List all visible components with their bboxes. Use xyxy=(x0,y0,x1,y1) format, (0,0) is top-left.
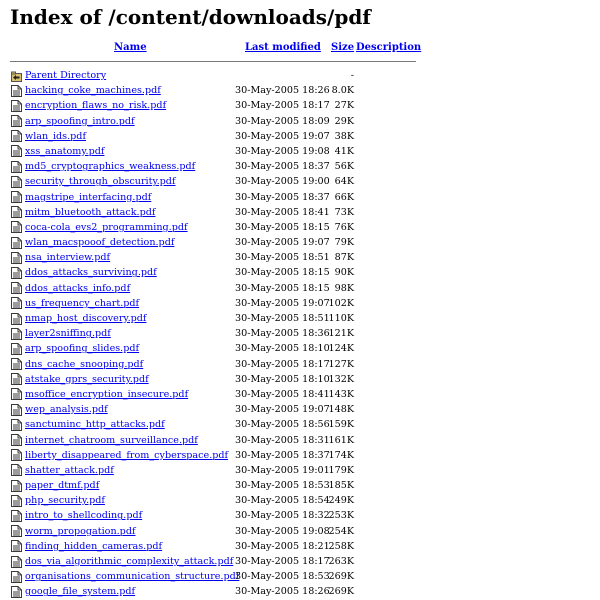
file-link[interactable]: magstripe_interfacing.pdf xyxy=(25,191,152,203)
file-last-modified: 30-May-2005 18:17 xyxy=(235,358,330,370)
document-icon xyxy=(11,586,22,598)
file-last-modified: 30-May-2005 18:54 xyxy=(235,495,330,507)
document-icon xyxy=(11,206,22,218)
file-last-modified: 30-May-2005 19:08 xyxy=(235,525,330,537)
file-row xyxy=(0,493,600,508)
document-icon xyxy=(11,404,22,416)
file-size: 41K xyxy=(334,145,354,157)
file-link[interactable]: wlan_ids.pdf xyxy=(25,130,86,142)
file-link[interactable]: mitm_bluetooth_attack.pdf xyxy=(25,206,156,218)
file-last-modified: 30-May-2005 18:56 xyxy=(235,419,330,431)
document-icon xyxy=(11,480,22,492)
document-icon xyxy=(11,85,22,97)
file-size: 8.0K xyxy=(331,85,354,97)
file-row xyxy=(0,508,600,523)
back-folder-icon xyxy=(11,70,22,82)
document-icon xyxy=(11,176,22,188)
file-link[interactable]: wlan_macspooof_detection.pdf xyxy=(25,237,175,249)
file-size: 79K xyxy=(334,237,354,249)
file-link[interactable]: xss_anatomy.pdf xyxy=(25,145,105,157)
file-link[interactable]: dns_cache_snooping.pdf xyxy=(25,358,144,370)
file-size: 121K xyxy=(328,328,354,340)
document-icon xyxy=(11,434,22,446)
document-icon xyxy=(11,343,22,355)
document-icon xyxy=(11,358,22,370)
file-last-modified: 30-May-2005 19:07 xyxy=(235,237,330,249)
file-row xyxy=(0,372,600,387)
file-row xyxy=(0,524,600,539)
file-row xyxy=(0,554,600,569)
file-last-modified: 30-May-2005 18:51 xyxy=(235,313,330,324)
file-link[interactable]: wep_analysis.pdf xyxy=(25,404,108,416)
document-icon xyxy=(11,191,22,203)
file-last-modified: 30-May-2005 19:07 xyxy=(235,404,330,416)
file-last-modified: 30-May-2005 19:07 xyxy=(235,297,330,309)
file-size: 185K xyxy=(328,480,354,492)
parent-directory-row xyxy=(0,68,600,83)
file-last-modified: 30-May-2005 18:37 xyxy=(235,161,330,173)
file-link[interactable]: internet_chatroom_surveillance.pdf xyxy=(25,434,198,446)
file-row xyxy=(0,417,600,432)
file-link[interactable]: nsa_interview.pdf xyxy=(25,252,111,264)
sort-by-size-link[interactable]: Size xyxy=(331,42,355,53)
file-size: 102K xyxy=(328,297,354,309)
file-link[interactable]: ddos_attacks_info.pdf xyxy=(25,282,131,294)
file-link[interactable]: arp_spoofing_intro.pdf xyxy=(25,115,135,127)
document-icon xyxy=(11,388,22,400)
file-size: 110K xyxy=(328,313,354,324)
document-icon xyxy=(11,297,22,309)
sort-by-last-modified-link[interactable]: Last modified xyxy=(245,42,321,53)
file-row xyxy=(0,205,600,220)
file-size: 159K xyxy=(328,419,354,431)
file-link[interactable]: coca-cola_evs2_programming.pdf xyxy=(25,221,188,233)
file-row xyxy=(0,235,600,250)
document-icon xyxy=(11,313,22,325)
page-title: Index of /content/downloads/pdf xyxy=(10,5,371,29)
file-last-modified: 30-May-2005 18:15 xyxy=(235,221,330,233)
file-last-modified: 30-May-2005 19:00 xyxy=(235,176,330,188)
document-icon xyxy=(11,267,22,279)
document-icon xyxy=(11,525,22,537)
file-size: 253K xyxy=(328,510,354,522)
file-row xyxy=(0,114,600,129)
file-size: 174K xyxy=(328,449,354,461)
file-row xyxy=(0,387,600,402)
document-icon xyxy=(11,464,22,476)
file-row xyxy=(0,83,600,98)
file-last-modified: 30-May-2005 18:37 xyxy=(235,191,330,203)
file-row xyxy=(0,311,600,326)
file-size: 66K xyxy=(334,191,354,203)
file-link[interactable]: worm_propogation.pdf xyxy=(25,525,136,537)
file-size: 258K xyxy=(328,540,354,552)
file-row xyxy=(0,357,600,372)
file-link[interactable]: md5_cryptographics_weakness.pdf xyxy=(25,161,196,173)
file-last-modified: 30-May-2005 18:53 xyxy=(235,571,330,583)
file-row xyxy=(0,433,600,448)
file-size: 254K xyxy=(328,525,354,537)
file-last-modified: 30-May-2005 19:08 xyxy=(235,145,330,157)
file-link[interactable]: shatter_attack.pdf xyxy=(25,464,114,476)
file-row xyxy=(0,159,600,174)
file-last-modified: 30-May-2005 18:41 xyxy=(235,388,330,400)
file-last-modified: 30-May-2005 18:32 xyxy=(235,510,330,522)
file-link[interactable]: msoffice_encryption_insecure.pdf xyxy=(25,388,189,400)
file-size: 148K xyxy=(328,404,354,416)
header-divider xyxy=(10,61,416,62)
file-row xyxy=(0,584,600,599)
file-last-modified: 30-May-2005 18:15 xyxy=(235,267,330,279)
document-icon xyxy=(11,237,22,249)
file-row xyxy=(0,569,600,584)
document-icon xyxy=(11,145,22,157)
file-link[interactable]: us_frequency_chart.pdf xyxy=(25,297,140,309)
file-link[interactable]: intro_to_shellcoding.pdf xyxy=(25,510,143,522)
file-row xyxy=(0,539,600,554)
file-list xyxy=(0,68,600,600)
file-link[interactable]: google_file_system.pdf xyxy=(25,586,136,598)
file-link[interactable]: layer2sniffing.pdf xyxy=(25,328,111,340)
file-row xyxy=(0,98,600,113)
parent-directory-link[interactable]: Parent Directory xyxy=(25,70,107,81)
document-icon xyxy=(11,130,22,142)
document-icon xyxy=(11,115,22,127)
file-link[interactable]: atstake_gprs_security.pdf xyxy=(25,373,149,385)
file-link[interactable]: sanctuminc_http_attacks.pdf xyxy=(25,419,165,431)
document-icon xyxy=(11,495,22,507)
document-icon xyxy=(11,449,22,461)
document-icon xyxy=(11,419,22,431)
file-row xyxy=(0,326,600,341)
file-size: 127K xyxy=(328,358,354,370)
document-icon xyxy=(11,282,22,294)
file-size: 64K xyxy=(334,176,354,188)
file-last-modified: 30-May-2005 18:37 xyxy=(235,449,330,461)
file-size: 56K xyxy=(334,161,354,173)
document-icon xyxy=(11,540,22,552)
file-last-modified: 30-May-2005 18:41 xyxy=(235,206,330,218)
document-icon xyxy=(11,328,22,340)
file-size: 143K xyxy=(328,388,354,400)
file-row xyxy=(0,265,600,280)
file-row xyxy=(0,174,600,189)
file-last-modified: 30-May-2005 19:07 xyxy=(235,130,330,142)
file-row xyxy=(0,463,600,478)
document-icon xyxy=(11,373,22,385)
file-size: 27K xyxy=(334,100,354,112)
file-size: 73K xyxy=(334,206,354,218)
file-last-modified: 30-May-2005 18:51 xyxy=(235,252,330,264)
file-row xyxy=(0,478,600,493)
file-link[interactable]: dos_via_algorithmic_complexity_attack.pdf xyxy=(25,556,234,567)
sort-by-name-link[interactable]: Name xyxy=(114,42,147,53)
file-link[interactable]: nmap_host_discovery.pdf xyxy=(25,313,147,324)
file-row xyxy=(0,220,600,235)
file-row xyxy=(0,144,600,159)
document-icon xyxy=(11,556,22,568)
document-icon xyxy=(11,252,22,264)
file-size: 90K xyxy=(334,267,354,279)
file-link[interactable]: ddos_attacks_surviving.pdf xyxy=(25,267,157,279)
file-last-modified: 30-May-2005 18:26 xyxy=(235,85,330,97)
file-last-modified: 30-May-2005 18:31 xyxy=(235,434,330,446)
file-row xyxy=(0,129,600,144)
file-last-modified: 30-May-2005 18:21 xyxy=(235,540,330,552)
file-link[interactable]: hacking_coke_machines.pdf xyxy=(25,85,161,97)
file-last-modified: 30-May-2005 18:17 xyxy=(235,556,330,567)
file-link[interactable]: security_through_obscurity.pdf xyxy=(25,176,176,188)
file-link[interactable]: arp_spoofing_slides.pdf xyxy=(25,343,140,355)
file-size: 98K xyxy=(334,282,354,294)
file-last-modified: 30-May-2005 18:15 xyxy=(235,282,330,294)
file-size: 263K xyxy=(328,556,354,567)
file-size: 269K xyxy=(328,586,354,598)
document-icon xyxy=(11,571,22,583)
file-row xyxy=(0,281,600,296)
file-last-modified: 30-May-2005 18:26 xyxy=(235,586,330,598)
file-size: 124K xyxy=(328,343,354,355)
file-link[interactable]: finding_hidden_cameras.pdf xyxy=(25,540,163,552)
file-size: 132K xyxy=(328,373,354,385)
file-last-modified: 30-May-2005 18:10 xyxy=(235,343,330,355)
file-last-modified: 30-May-2005 18:53 xyxy=(235,480,330,492)
file-size: 76K xyxy=(334,221,354,233)
file-link[interactable]: liberty_disappeared_from_cyberspace.pdf xyxy=(25,449,229,461)
file-size: 179K xyxy=(328,464,354,476)
file-last-modified: 30-May-2005 18:10 xyxy=(235,373,330,385)
file-row xyxy=(0,448,600,463)
document-icon xyxy=(11,161,22,173)
parent-size: - xyxy=(350,70,354,81)
file-last-modified: 30-May-2005 18:17 xyxy=(235,100,330,112)
file-row xyxy=(0,190,600,205)
document-icon xyxy=(11,221,22,233)
sort-by-description-link[interactable]: Description xyxy=(356,42,422,53)
file-row xyxy=(0,402,600,417)
file-row xyxy=(0,250,600,265)
file-link[interactable]: php_security.pdf xyxy=(25,495,105,507)
file-size: 269K xyxy=(328,571,354,583)
file-size: 38K xyxy=(334,130,354,142)
file-last-modified: 30-May-2005 18:09 xyxy=(235,115,330,127)
document-icon xyxy=(11,100,22,112)
file-size: 249K xyxy=(328,495,354,507)
file-link[interactable]: encryption_flaws_no_risk.pdf xyxy=(25,100,167,112)
file-last-modified: 30-May-2005 18:36 xyxy=(235,328,330,340)
file-row xyxy=(0,296,600,311)
file-row xyxy=(0,341,600,356)
file-link[interactable]: paper_dtmf.pdf xyxy=(25,480,100,492)
document-icon xyxy=(11,510,22,522)
file-last-modified: 30-May-2005 19:01 xyxy=(235,464,330,476)
file-size: 29K xyxy=(334,115,354,127)
file-size: 87K xyxy=(334,252,354,264)
file-size: 161K xyxy=(328,434,354,446)
file-link[interactable]: organisations_communication_structure.pdf xyxy=(25,571,240,583)
